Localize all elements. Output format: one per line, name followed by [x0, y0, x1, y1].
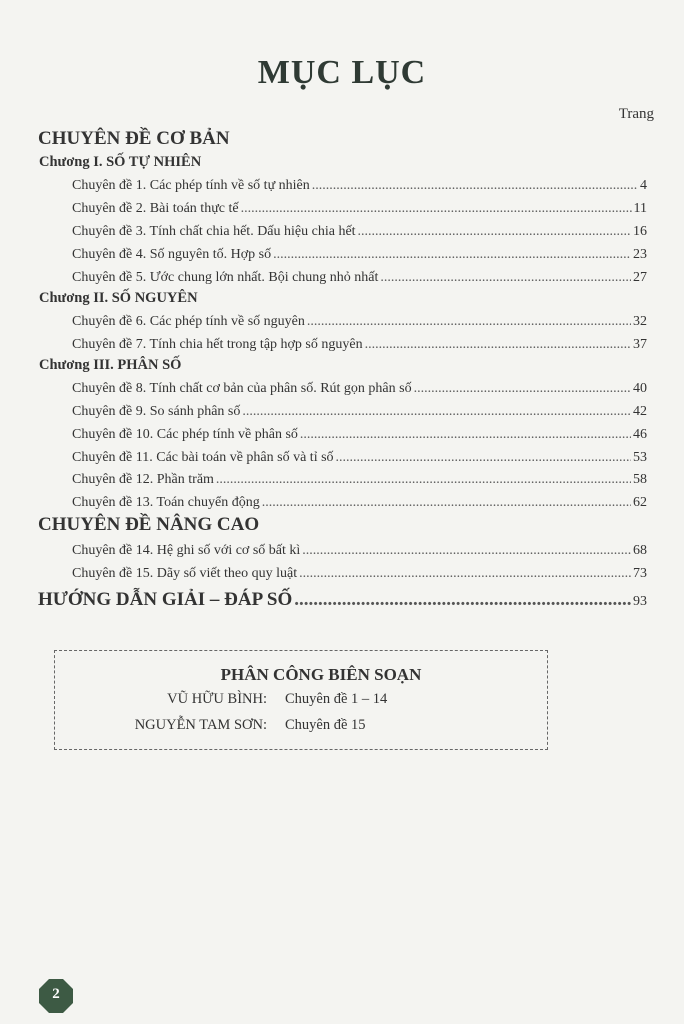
- leader-dots: [273, 247, 631, 263]
- answers-page: 93: [633, 594, 647, 609]
- author-name: NGUYỄN TAM SƠN:: [134, 717, 267, 733]
- toc-entry[interactable]: [72, 201, 647, 217]
- toc-entry-page: 42: [633, 404, 647, 419]
- answers-label: HƯỚNG DẪN GIẢI – ĐÁP SỐ: [38, 589, 293, 610]
- answers-entry[interactable]: [38, 589, 647, 611]
- leader-dots: [380, 270, 631, 286]
- credits-box: [54, 650, 548, 750]
- toc-entry-page: 11: [633, 201, 647, 216]
- page-title: MỤC LỤC: [257, 54, 427, 91]
- toc-entry-label: Chuyên đề 1. Các phép tính về số tự nhiên: [72, 178, 310, 193]
- toc-entry-label: Chuyên đề 12. Phần trăm: [72, 472, 214, 487]
- leader-dots: [242, 404, 631, 420]
- leader-dots: [300, 427, 631, 443]
- toc-entry[interactable]: [72, 427, 647, 443]
- toc-entry-label: Chuyên đề 10. Các phép tính về phân số: [72, 427, 298, 442]
- chapter-heading: Chương I. SỐ TỰ NHIÊN: [39, 154, 202, 170]
- credit-part: Chuyên đề 1 – 14: [285, 691, 388, 707]
- leader-dots: [307, 314, 631, 330]
- leader-dots: [241, 201, 632, 217]
- toc-entry-page: 40: [633, 381, 647, 396]
- toc-entry-label: Chuyên đề 5. Ước chung lớn nhất. Bội chung nhỏ nhất: [72, 270, 379, 285]
- toc-entry-label: Chuyên đề 9. So sánh phân số: [72, 404, 241, 419]
- leader-dots: [294, 589, 631, 611]
- toc-entry[interactable]: [72, 247, 647, 263]
- toc-entry-page: 58: [633, 472, 647, 487]
- toc-entry-label: Chuyên đề 4. Số nguyên tố. Hợp số: [72, 247, 272, 262]
- toc-entry[interactable]: [72, 543, 647, 559]
- leader-dots: [365, 337, 631, 353]
- section-heading: CHUYÊN ĐỀ CƠ BẢN: [38, 128, 230, 149]
- toc-entry-label: Chuyên đề 11. Các bài toán về phân số và tỉ số: [72, 450, 334, 465]
- toc-entry-label: Chuyên đề 3. Tính chất chia hết. Dấu hiệu chia hết: [72, 224, 356, 239]
- toc-entry[interactable]: [72, 495, 647, 511]
- credit-part: Chuyên đề 15: [285, 717, 366, 733]
- toc-entry-label: Chuyên đề 8. Tính chất cơ bản của phân số. Rút gọn phân số: [72, 381, 412, 396]
- toc-entry-page: 46: [633, 427, 647, 442]
- toc-entry-label: Chuyên đề 6. Các phép tính về số nguyên: [72, 314, 305, 329]
- page-number: 2: [52, 986, 60, 1002]
- toc-entry[interactable]: [72, 178, 647, 194]
- leader-dots: [336, 450, 631, 466]
- toc-entry-label: Chuyên đề 13. Toán chuyển động: [72, 495, 260, 510]
- leader-dots: [262, 495, 631, 511]
- leader-dots: [299, 566, 631, 582]
- toc-entry-page: 73: [633, 566, 647, 581]
- page-column-label: Trang: [618, 106, 654, 122]
- toc-entry[interactable]: [72, 472, 647, 488]
- toc-entry[interactable]: [72, 450, 647, 466]
- toc-entry-page: 4: [640, 178, 647, 193]
- chapter-heading: Chương II. SỐ NGUYÊN: [39, 290, 198, 306]
- toc-entry[interactable]: [72, 224, 647, 240]
- toc-entry-page: 23: [633, 247, 647, 262]
- toc-entry-page: 53: [633, 450, 647, 465]
- toc-entry-page: 68: [633, 543, 647, 558]
- leader-dots: [216, 472, 631, 488]
- toc-entry-page: 62: [633, 495, 647, 510]
- toc-entry[interactable]: [72, 337, 647, 353]
- toc-entry[interactable]: [72, 566, 647, 582]
- leader-dots: [414, 381, 631, 397]
- toc-entry-page: 32: [633, 314, 647, 329]
- author-name: VŨ HỮU BÌNH:: [167, 691, 267, 707]
- leader-dots: [312, 178, 638, 194]
- credits-title: PHÂN CÔNG BIÊN SOẠN: [220, 665, 422, 684]
- page-number-badge: [39, 979, 73, 1013]
- toc-entry[interactable]: [72, 404, 647, 420]
- toc-entry-page: 27: [633, 270, 647, 285]
- toc-entry[interactable]: [72, 381, 647, 397]
- toc-entry-page: 37: [633, 337, 647, 352]
- toc-entry[interactable]: [72, 314, 647, 330]
- toc-entry-page: 16: [633, 224, 647, 239]
- leader-dots: [302, 543, 631, 559]
- leader-dots: [358, 224, 631, 240]
- chapter-heading: Chương III. PHÂN SỐ: [39, 357, 182, 373]
- toc-entry-label: Chuyên đề 14. Hệ ghi số với cơ số bất kì: [72, 543, 301, 558]
- toc-entry-label: Chuyên đề 2. Bài toán thực tế: [72, 201, 239, 216]
- toc-entry[interactable]: [72, 270, 647, 286]
- toc-entry-label: Chuyên đề 15. Dãy số viết theo quy luật: [72, 566, 298, 581]
- toc-entry-label: Chuyên đề 7. Tính chia hết trong tập hợp số nguyên: [72, 337, 363, 352]
- section-heading: CHUYÊN ĐỀ NÂNG CAO: [38, 514, 260, 535]
